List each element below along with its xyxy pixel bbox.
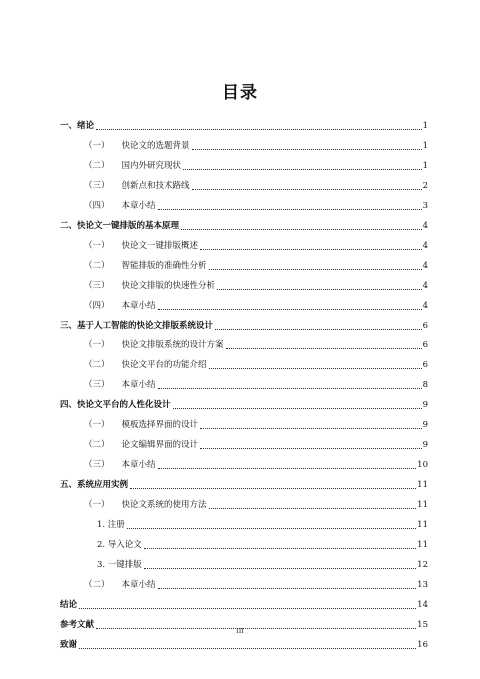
toc-entry-number: （四） — [84, 200, 110, 211]
toc-dot-leader — [158, 388, 422, 389]
toc-entry-label — [60, 480, 128, 491]
toc-entry-text: 快论文排版的快速性分析 — [121, 280, 216, 291]
toc-entry-label — [84, 301, 156, 312]
toc-entry-text: 智能排版的准确性分析 — [121, 260, 207, 271]
toc-dot-leader — [215, 329, 422, 330]
toc-entry-label — [84, 261, 207, 272]
toc-entry-label — [97, 560, 142, 571]
toc-entry-page: 1 — [422, 160, 428, 171]
toc-entry-number: （三） — [84, 180, 110, 191]
toc-entry[interactable] — [84, 437, 428, 451]
toc-entry-number: （二） — [84, 360, 110, 371]
toc-entry[interactable] — [84, 337, 428, 351]
toc-entry[interactable] — [84, 198, 428, 212]
toc-entry[interactable] — [60, 218, 428, 232]
toc-entry-page: 16 — [417, 639, 428, 650]
toc-entry-page: 9 — [422, 440, 428, 451]
toc-entry-page: 4 — [422, 300, 428, 311]
toc-entry-page: 6 — [422, 320, 428, 331]
toc-dot-leader — [158, 468, 417, 469]
toc-entry-text: 本章小结 — [121, 460, 156, 471]
toc-entry-page: 6 — [422, 340, 428, 351]
toc-entry-page: 14 — [417, 599, 428, 610]
toc-dot-leader — [200, 249, 422, 250]
toc-entry[interactable] — [84, 158, 428, 172]
toc-dot-leader — [130, 488, 416, 489]
toc-entry-text: 三、基于人工智能的快论文排版系统设计 — [60, 320, 214, 331]
toc-entry-number: （一） — [84, 140, 110, 151]
toc-entry-text: 快论文一键排版概述 — [121, 240, 199, 251]
toc-dot-leader — [158, 309, 422, 310]
toc-entry-number: （一） — [84, 420, 110, 431]
toc-dot-leader — [79, 648, 416, 649]
toc-entry[interactable] — [60, 318, 428, 332]
toc-entry-text: 模板选择界面的设计 — [121, 420, 199, 431]
toc-entry-page: 11 — [417, 480, 428, 491]
toc-entry[interactable] — [84, 377, 428, 391]
toc-entry-page: 8 — [422, 380, 428, 391]
toc-dot-leader — [173, 408, 422, 409]
toc-entry-text: 快论文系统的使用方法 — [121, 500, 207, 511]
toc-entry[interactable] — [60, 597, 428, 611]
toc-dot-leader — [127, 528, 416, 529]
toc-entry[interactable] — [97, 537, 428, 551]
toc-entry-text: 一、绪论 — [60, 121, 95, 131]
toc-entry-page: 6 — [422, 360, 428, 371]
toc-entry-page: 4 — [422, 220, 428, 231]
toc-entry-page: 1 — [422, 140, 428, 151]
toc-entry-text: 结论 — [60, 599, 78, 610]
toc-entry-number: （一） — [84, 240, 110, 251]
toc-entry-number: （三） — [84, 460, 110, 471]
toc-entry[interactable] — [84, 457, 428, 471]
toc-entry-number: （三） — [84, 380, 110, 391]
toc-entry-label — [84, 500, 207, 511]
toc-entry-number: （二） — [84, 440, 110, 451]
toc-entry-text: 四、快论文平台的人性化设计 — [60, 400, 171, 411]
toc-dot-leader — [183, 169, 422, 170]
toc-entry-text: 国内外研究现状 — [121, 160, 182, 171]
toc-entry-page: 9 — [422, 420, 428, 431]
toc-entry[interactable] — [84, 298, 428, 312]
toc-entry-label — [84, 161, 181, 172]
toc-entry-number: （三） — [84, 280, 110, 291]
toc-entry-label — [60, 600, 77, 611]
toc-entry-number: （二） — [84, 260, 110, 271]
toc-dot-leader — [209, 508, 417, 509]
toc-entry-label — [84, 141, 190, 152]
toc-dot-leader — [226, 348, 422, 349]
toc-entry-number: （四） — [84, 300, 110, 311]
toc-entry-page: 11 — [417, 520, 428, 530]
toc-entry-label — [84, 460, 156, 471]
toc-entry-label — [84, 580, 156, 591]
toc-entry-page: 4 — [422, 240, 428, 251]
toc-dot-leader — [217, 289, 422, 290]
toc-entry-label — [60, 221, 179, 232]
toc-entry[interactable] — [84, 417, 428, 431]
toc-entry-text: 2. 导入论文 — [97, 539, 142, 550]
toc-entry-page: 12 — [417, 559, 428, 570]
toc-entry-text: 本章小结 — [121, 300, 156, 311]
toc-entry-text: 快论文的选题背景 — [121, 140, 190, 151]
toc-dot-leader — [79, 608, 416, 609]
toc-entry[interactable] — [60, 397, 428, 411]
toc-entry-number: （一） — [84, 340, 110, 351]
toc-entry[interactable] — [84, 497, 428, 511]
toc-entry-page: 2 — [422, 180, 428, 191]
toc-entry-label — [84, 281, 215, 292]
page-number: III — [236, 627, 244, 635]
toc-entry-text: 1. 注册 — [97, 520, 125, 530]
toc-entry-text: 本章小结 — [121, 200, 156, 211]
toc-entry-label — [60, 400, 171, 411]
toc-entry-label — [84, 420, 198, 431]
toc-entry-label — [84, 181, 190, 192]
toc-dot-leader — [158, 209, 422, 210]
toc-entry-text: 快论文平台的功能介绍 — [121, 360, 207, 371]
toc-entry[interactable] — [84, 577, 428, 591]
toc-entry[interactable] — [60, 118, 428, 132]
toc-entry-label — [84, 380, 156, 391]
toc-entry-text: 致谢 — [60, 639, 78, 650]
toc-entry-number: （二） — [84, 160, 110, 171]
toc-entry-text: 五、系统应用实例 — [60, 480, 129, 491]
toc-entry-page: 1 — [422, 121, 428, 131]
toc-entry-label — [60, 321, 213, 332]
toc-entry[interactable] — [97, 557, 428, 571]
toc-entry-text: 快论文排版系统的设计方案 — [121, 340, 224, 351]
toc-dot-leader — [200, 448, 422, 449]
toc-entry-page: 9 — [422, 400, 428, 411]
toc-entry-page: 11 — [417, 500, 428, 511]
toc-entry-text: 本章小结 — [121, 380, 156, 391]
toc-entry-number: （一） — [84, 500, 110, 511]
toc-entry-page: 4 — [422, 280, 428, 291]
toc-entry-page: 13 — [417, 579, 428, 590]
toc-dot-leader — [209, 368, 422, 369]
toc-entry[interactable] — [60, 477, 428, 491]
toc-entry-text: 参考文献 — [60, 619, 95, 630]
toc-entry-label — [84, 440, 198, 451]
toc-entry-text: 本章小结 — [121, 579, 156, 590]
toc-entry[interactable] — [84, 238, 428, 252]
toc-dot-leader — [158, 588, 417, 589]
toc-entry-page: 10 — [417, 460, 428, 471]
toc-dot-leader — [209, 269, 422, 270]
toc-entry[interactable] — [84, 357, 428, 371]
toc-entry[interactable] — [84, 138, 428, 152]
toc-entry-number: （二） — [84, 579, 110, 590]
toc-entry[interactable] — [84, 258, 428, 272]
toc-entry-page: 15 — [417, 619, 428, 630]
page-title: 目录 — [222, 83, 258, 103]
toc-entry-page: 11 — [417, 539, 428, 550]
toc-entry-label — [84, 340, 224, 351]
toc-entry-page: 4 — [422, 260, 428, 271]
toc-dot-leader — [200, 428, 422, 429]
toc-entry[interactable] — [97, 517, 428, 531]
toc-entry-label — [84, 360, 207, 371]
toc-entry-label — [97, 520, 125, 531]
toc-entry-label — [97, 540, 142, 551]
toc-entry[interactable] — [84, 278, 428, 292]
toc-dot-leader — [181, 229, 422, 230]
toc-entry-label — [84, 241, 198, 252]
toc-entry-text: 论文编辑界面的设计 — [121, 440, 199, 451]
toc-entry-label — [84, 201, 156, 212]
toc-entry-text: 3. 一键排版 — [97, 559, 142, 570]
toc-dot-leader — [192, 189, 422, 190]
toc-entry-text: 创新点和技术路线 — [121, 180, 190, 191]
toc-entry-label — [60, 640, 77, 651]
toc-dot-leader — [144, 548, 416, 549]
toc-entry[interactable] — [84, 178, 428, 192]
toc-entry-page: 3 — [422, 200, 428, 211]
toc-dot-leader — [96, 129, 422, 130]
toc-entry[interactable] — [60, 637, 428, 651]
toc-entry-text: 二、快论文一键排版的基本原理 — [60, 220, 180, 231]
toc-dot-leader — [144, 568, 416, 569]
toc-entry-label — [60, 121, 94, 132]
toc-dot-leader — [192, 149, 422, 150]
